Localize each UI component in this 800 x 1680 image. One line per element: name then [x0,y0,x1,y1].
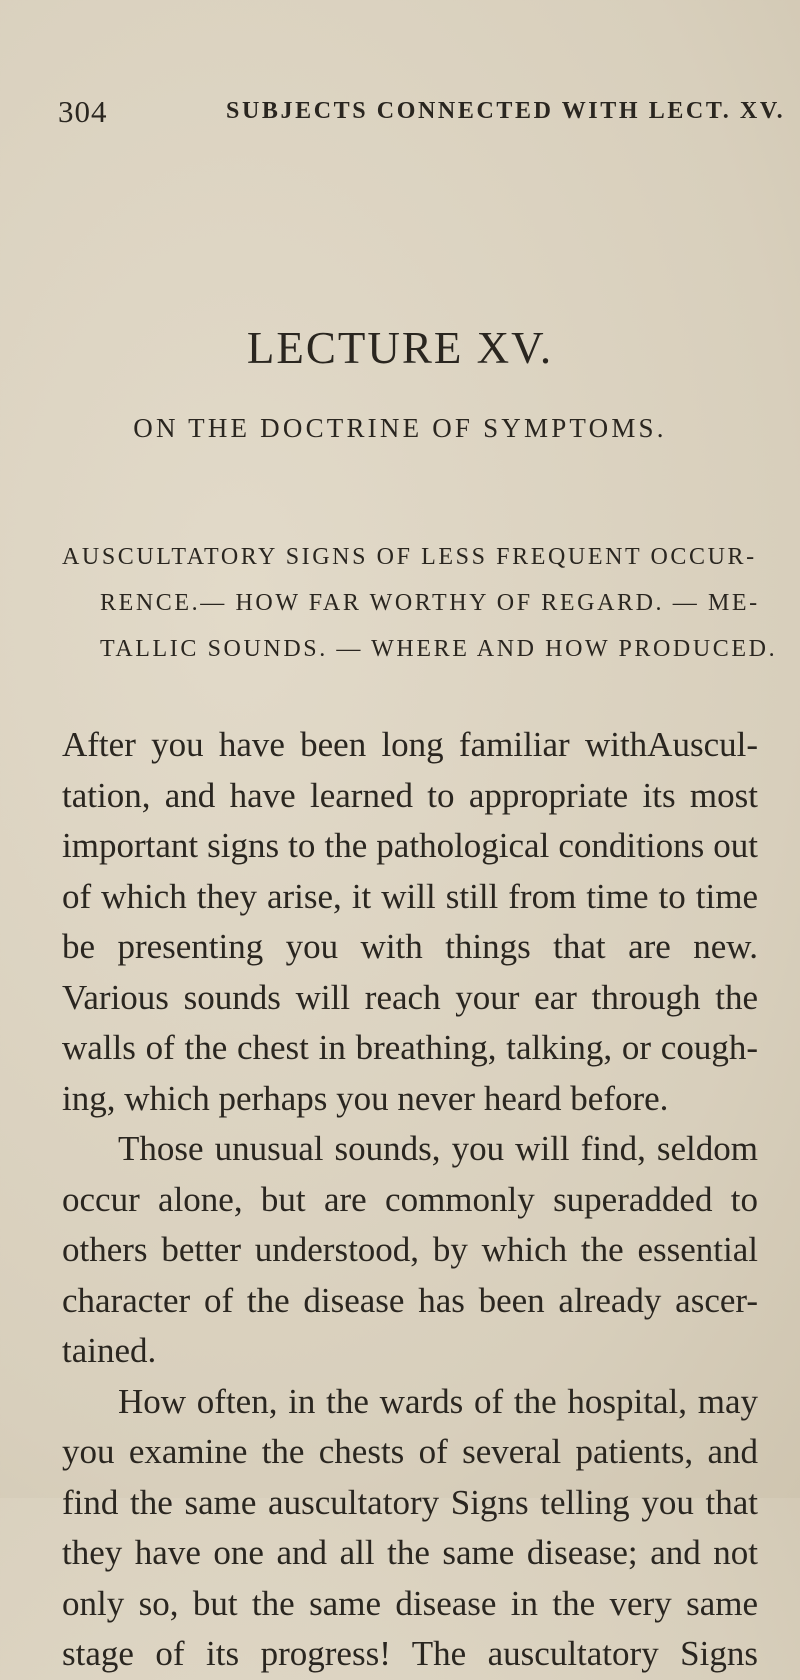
text-line: others better understood, by which the essential [62,1230,758,1269]
running-head [0,94,800,134]
text-line: Various sounds will reach your ear through the [62,977,758,1017]
text-line: walls of the chest in breathing, talking, or cough- [62,1028,758,1067]
text-line: find the same auscultatory Signs telling you that [62,1482,758,1522]
summary-line: TALLIC SOUNDS. — WHERE AND HOW PRODUCED. [100,636,778,662]
running-title: SUBJECTS CONNECTED WITH LECT. XV. [226,98,786,124]
text-line: be presenting you with things that are new. [62,927,758,966]
text-line: stage of its progress! The auscultatory Signs [62,1634,758,1673]
summary-line: RENCE.— HOW FAR WORTHY OF REGARD. — ME- [100,590,760,616]
text-line: Those unusual sounds, you will find, seldom [118,1129,758,1168]
text-line: occur alone, but are commonly superadded to [62,1179,758,1219]
lecture-title: LECTURE XV. [246,323,554,373]
body-text [62,720,758,1680]
text-line: ing, which perhaps you never heard before. [62,1078,669,1118]
summary-line: AUSCULTATORY SIGNS OF LESS FREQUENT OCCUR- [62,544,757,570]
text-line: important signs to the pathological conditions out [62,826,758,865]
text-line: of which they arise, it will still from time to time [62,876,758,916]
text-line: character of the disease has been already ascer- [62,1280,758,1320]
text-line: tation, and have learned to appropriate its most [62,775,758,815]
lecture-subtitle: ON THE DOCTRINE OF SYMPTOMS. [133,413,667,443]
text-line: After you have been long familiar withAuscul- [62,725,758,764]
page-number: 304 [58,94,108,129]
text-line: you examine the chests of several patients, and [62,1432,758,1471]
text-line: tained. [62,1331,157,1370]
chapter-summary [62,534,778,672]
text-line: they have one and all the same disease; and not [62,1533,758,1572]
text-line: How often, in the wards of the hospital, may [118,1381,758,1421]
text-line: only so, but the same disease in the very same [62,1583,758,1623]
